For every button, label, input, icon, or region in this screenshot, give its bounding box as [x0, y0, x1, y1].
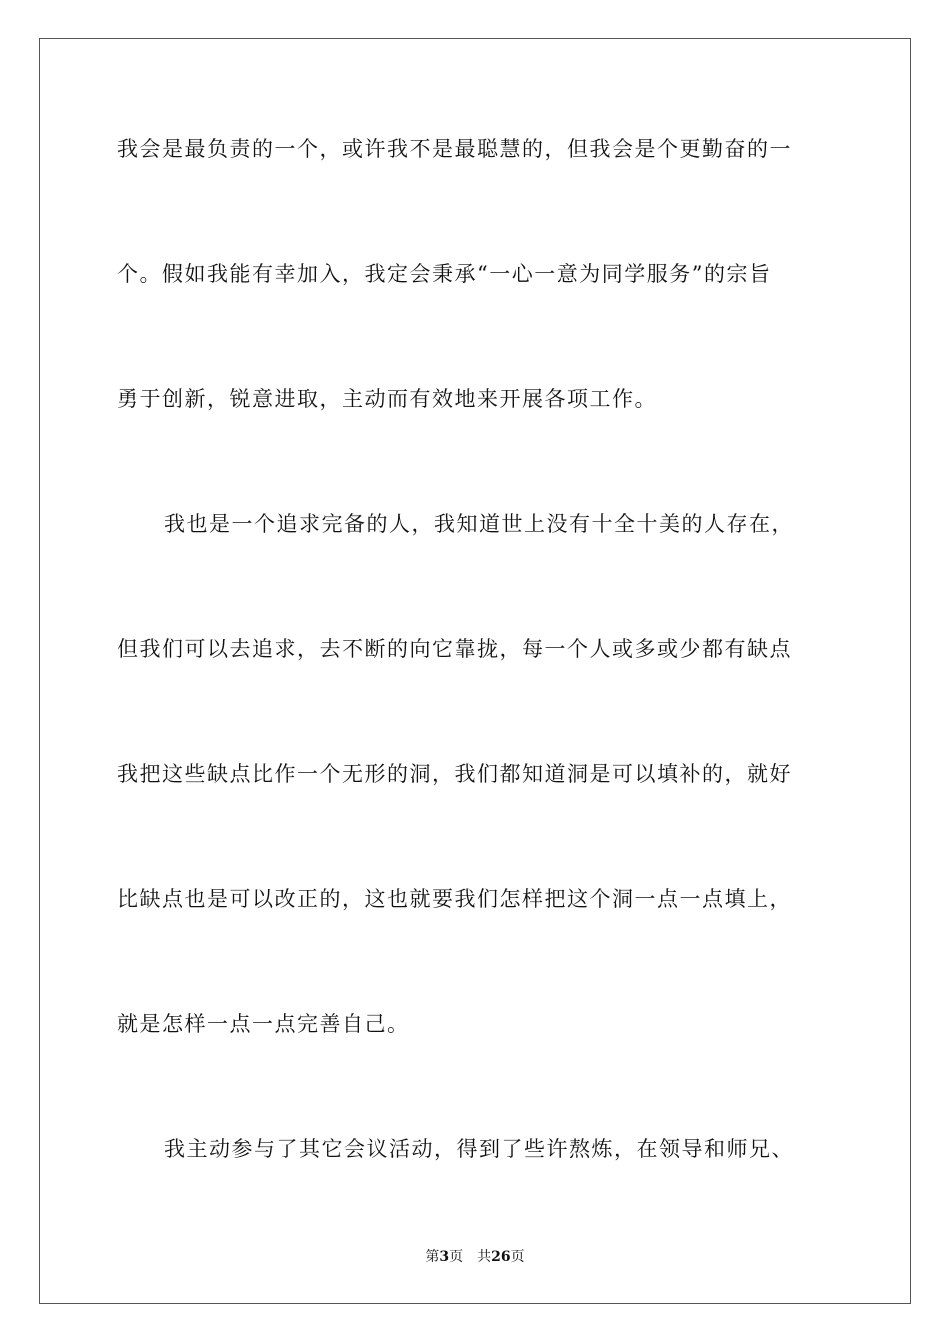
paragraph-line: 就是怎样一点一点完善自己。	[117, 1012, 410, 1036]
paragraph-line: 比缺点也是可以改正的，这也就要我们怎样把这个洞一点一点填上，	[117, 887, 792, 911]
paragraph-line: 勇于创新，锐意进取，主动而有效地来开展各项工作。	[117, 387, 657, 411]
total-prefix: 共	[477, 1249, 492, 1265]
page-number: 3	[439, 1249, 450, 1265]
page-footer	[0, 1248, 950, 1266]
paragraph-line: 我也是一个追求完备的人，我知道世上没有十全十美的人存在，	[164, 512, 794, 536]
paragraph-line: 但我们可以去追求，去不断的向它靠拢，每一个人或多或少都有缺点	[117, 637, 792, 661]
paragraph-line: 我主动参与了其它会议活动，得到了些许熬炼，在领导和师兄、	[164, 1137, 794, 1161]
paragraph-line: 我把这些缺点比作一个无形的洞，我们都知道洞是可以填补的，就好	[117, 762, 792, 786]
page-suffix: 页	[449, 1249, 464, 1265]
page-prefix: 第	[425, 1249, 440, 1265]
paragraph-line: 我会是最负责的一个，或许我不是最聪慧的，但我会是个更勤奋的一	[117, 137, 792, 161]
paragraph-line: 个。假如我能有幸加入，我定会秉承“一心一意为同学服务”的宗旨	[117, 262, 772, 286]
page-border	[39, 38, 911, 1304]
total-suffix: 页	[510, 1249, 525, 1265]
total-pages: 26	[491, 1249, 511, 1265]
